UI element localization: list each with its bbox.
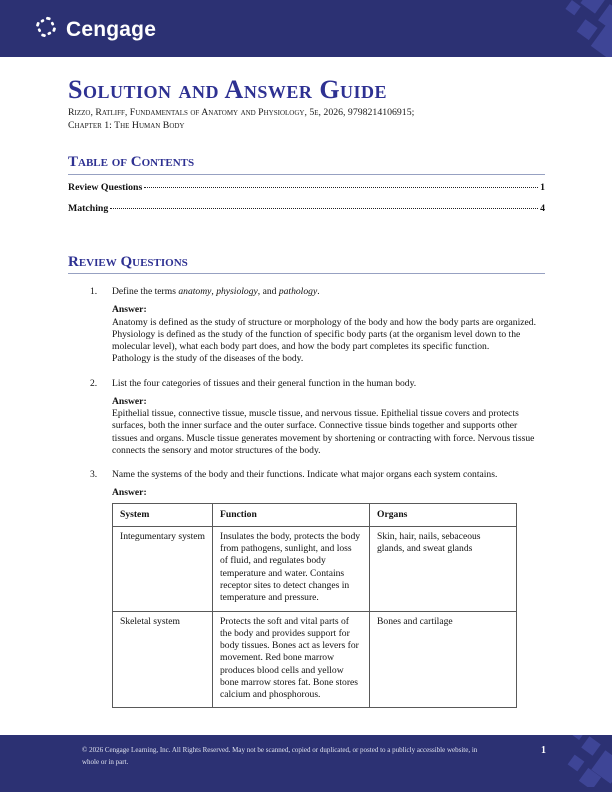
toc-page-number: 4 xyxy=(540,202,545,214)
question-text: List the four categories of tissues and their general function in the human body. xyxy=(112,377,417,389)
cell-function: Insulates the body, protects the body from pathogens, sunlight, and loss of fluid, and regulates body temperature and water. Contains receptor sites to detect changes in temperature and pressure. xyxy=(213,526,370,611)
table-row xyxy=(113,611,517,708)
question-number: 1. xyxy=(90,285,98,297)
header-corner-decoration-icon xyxy=(540,0,612,57)
answer-paragraph: Physiology is defined as the study of the function of specific body parts (at the organism level down to the molecular level), what each body part does, and how the body part completes its specific function. xyxy=(112,328,521,353)
table-row xyxy=(113,526,517,611)
footer-banner xyxy=(0,735,612,792)
question-number: 3. xyxy=(90,469,98,481)
footer-corner-decoration-icon xyxy=(552,735,612,792)
question-text: Name the systems of the body and their functions. Indicate what major organs each system contains. xyxy=(112,469,498,481)
toc-entry-label: Review Questions xyxy=(68,181,143,193)
toc-heading: Table of Contents xyxy=(68,154,545,174)
toc-dot-leader xyxy=(144,187,538,188)
answer-block-2 xyxy=(112,396,545,457)
document-title: Solution and Answer Guide xyxy=(68,75,388,104)
question-item-3 xyxy=(68,469,545,481)
cell-organs: Bones and cartilage xyxy=(370,611,517,708)
header-banner xyxy=(0,0,612,57)
column-header-system: System xyxy=(113,503,213,526)
toc-entry-review-questions[interactable] xyxy=(68,182,545,203)
subtitle-line-1: Rizzo, Ratliff, Fundamentals of Anatomy and Physiology, 5e, 2026, 9798214106915; xyxy=(68,107,415,118)
answer-label: Answer: xyxy=(112,395,147,407)
review-questions-heading: Review Questions xyxy=(68,254,545,274)
question-item-1 xyxy=(68,286,545,298)
cengage-logo-text: Cengage xyxy=(66,18,157,41)
table-header-row xyxy=(113,503,517,526)
cell-system: Skeletal system xyxy=(113,611,213,708)
toc-page-number: 1 xyxy=(540,181,545,193)
subtitle-line-2: Chapter 1: The Human Body xyxy=(68,119,185,131)
cell-system: Integumentary system xyxy=(113,526,213,611)
answer-paragraph: Pathology is the study of the diseases of the body. xyxy=(112,353,304,365)
question-text: Define the terms anatomy, physiology, and pathology. xyxy=(112,285,320,297)
toc-entry-matching[interactable] xyxy=(68,203,545,224)
cengage-logo xyxy=(33,14,156,45)
footer-copyright: © 2026 Cengage Learning, Inc. All Rights Reserved. May not be scanned, copied or duplicated, or posted to a publicly accessible website, in whole or in part. xyxy=(82,746,478,766)
cengage-starburst-icon xyxy=(33,14,59,45)
answer-label: Answer: xyxy=(112,487,147,499)
column-header-organs: Organs xyxy=(370,503,517,526)
toc-entry-label: Matching xyxy=(68,202,109,214)
column-header-function: Function xyxy=(213,503,370,526)
question-number: 2. xyxy=(90,377,98,389)
cell-organs: Skin, hair, nails, sebaceous glands, and sweat glands xyxy=(370,526,517,611)
footer-page-number: 1 xyxy=(541,745,546,756)
answer-label: Answer: xyxy=(112,304,147,316)
answer-block-3 xyxy=(112,487,545,708)
answer-paragraph: Epithelial tissue, connective tissue, muscle tissue, and nervous tissue. Epithelial tissue covers and protects surfaces, both the inner surface and the outer surface. Connective tissue binds together and supports other tissues and organs. Muscle tissue generates movement by shortening or contracting with force. Nervous tissue connects the sensory and motor structures of the body. xyxy=(112,408,535,456)
toc-list xyxy=(68,182,545,224)
toc-dot-leader xyxy=(110,208,538,209)
document-subtitle xyxy=(68,107,545,132)
page-content xyxy=(68,57,545,708)
body-systems-table xyxy=(112,503,517,709)
cell-function: Protects the soft and vital parts of the body and provides support for body tissues. Bones act as levers for movement. Red bone marrow produces blood cells and yellow bone marrow stores fat. Bone stores calcium and phosphorous. xyxy=(213,611,370,708)
answer-paragraph: Anatomy is defined as the study of structure or morphology of the body and how the body parts are organized. xyxy=(112,316,536,328)
question-item-2 xyxy=(68,378,545,390)
answer-block-1 xyxy=(112,304,545,365)
